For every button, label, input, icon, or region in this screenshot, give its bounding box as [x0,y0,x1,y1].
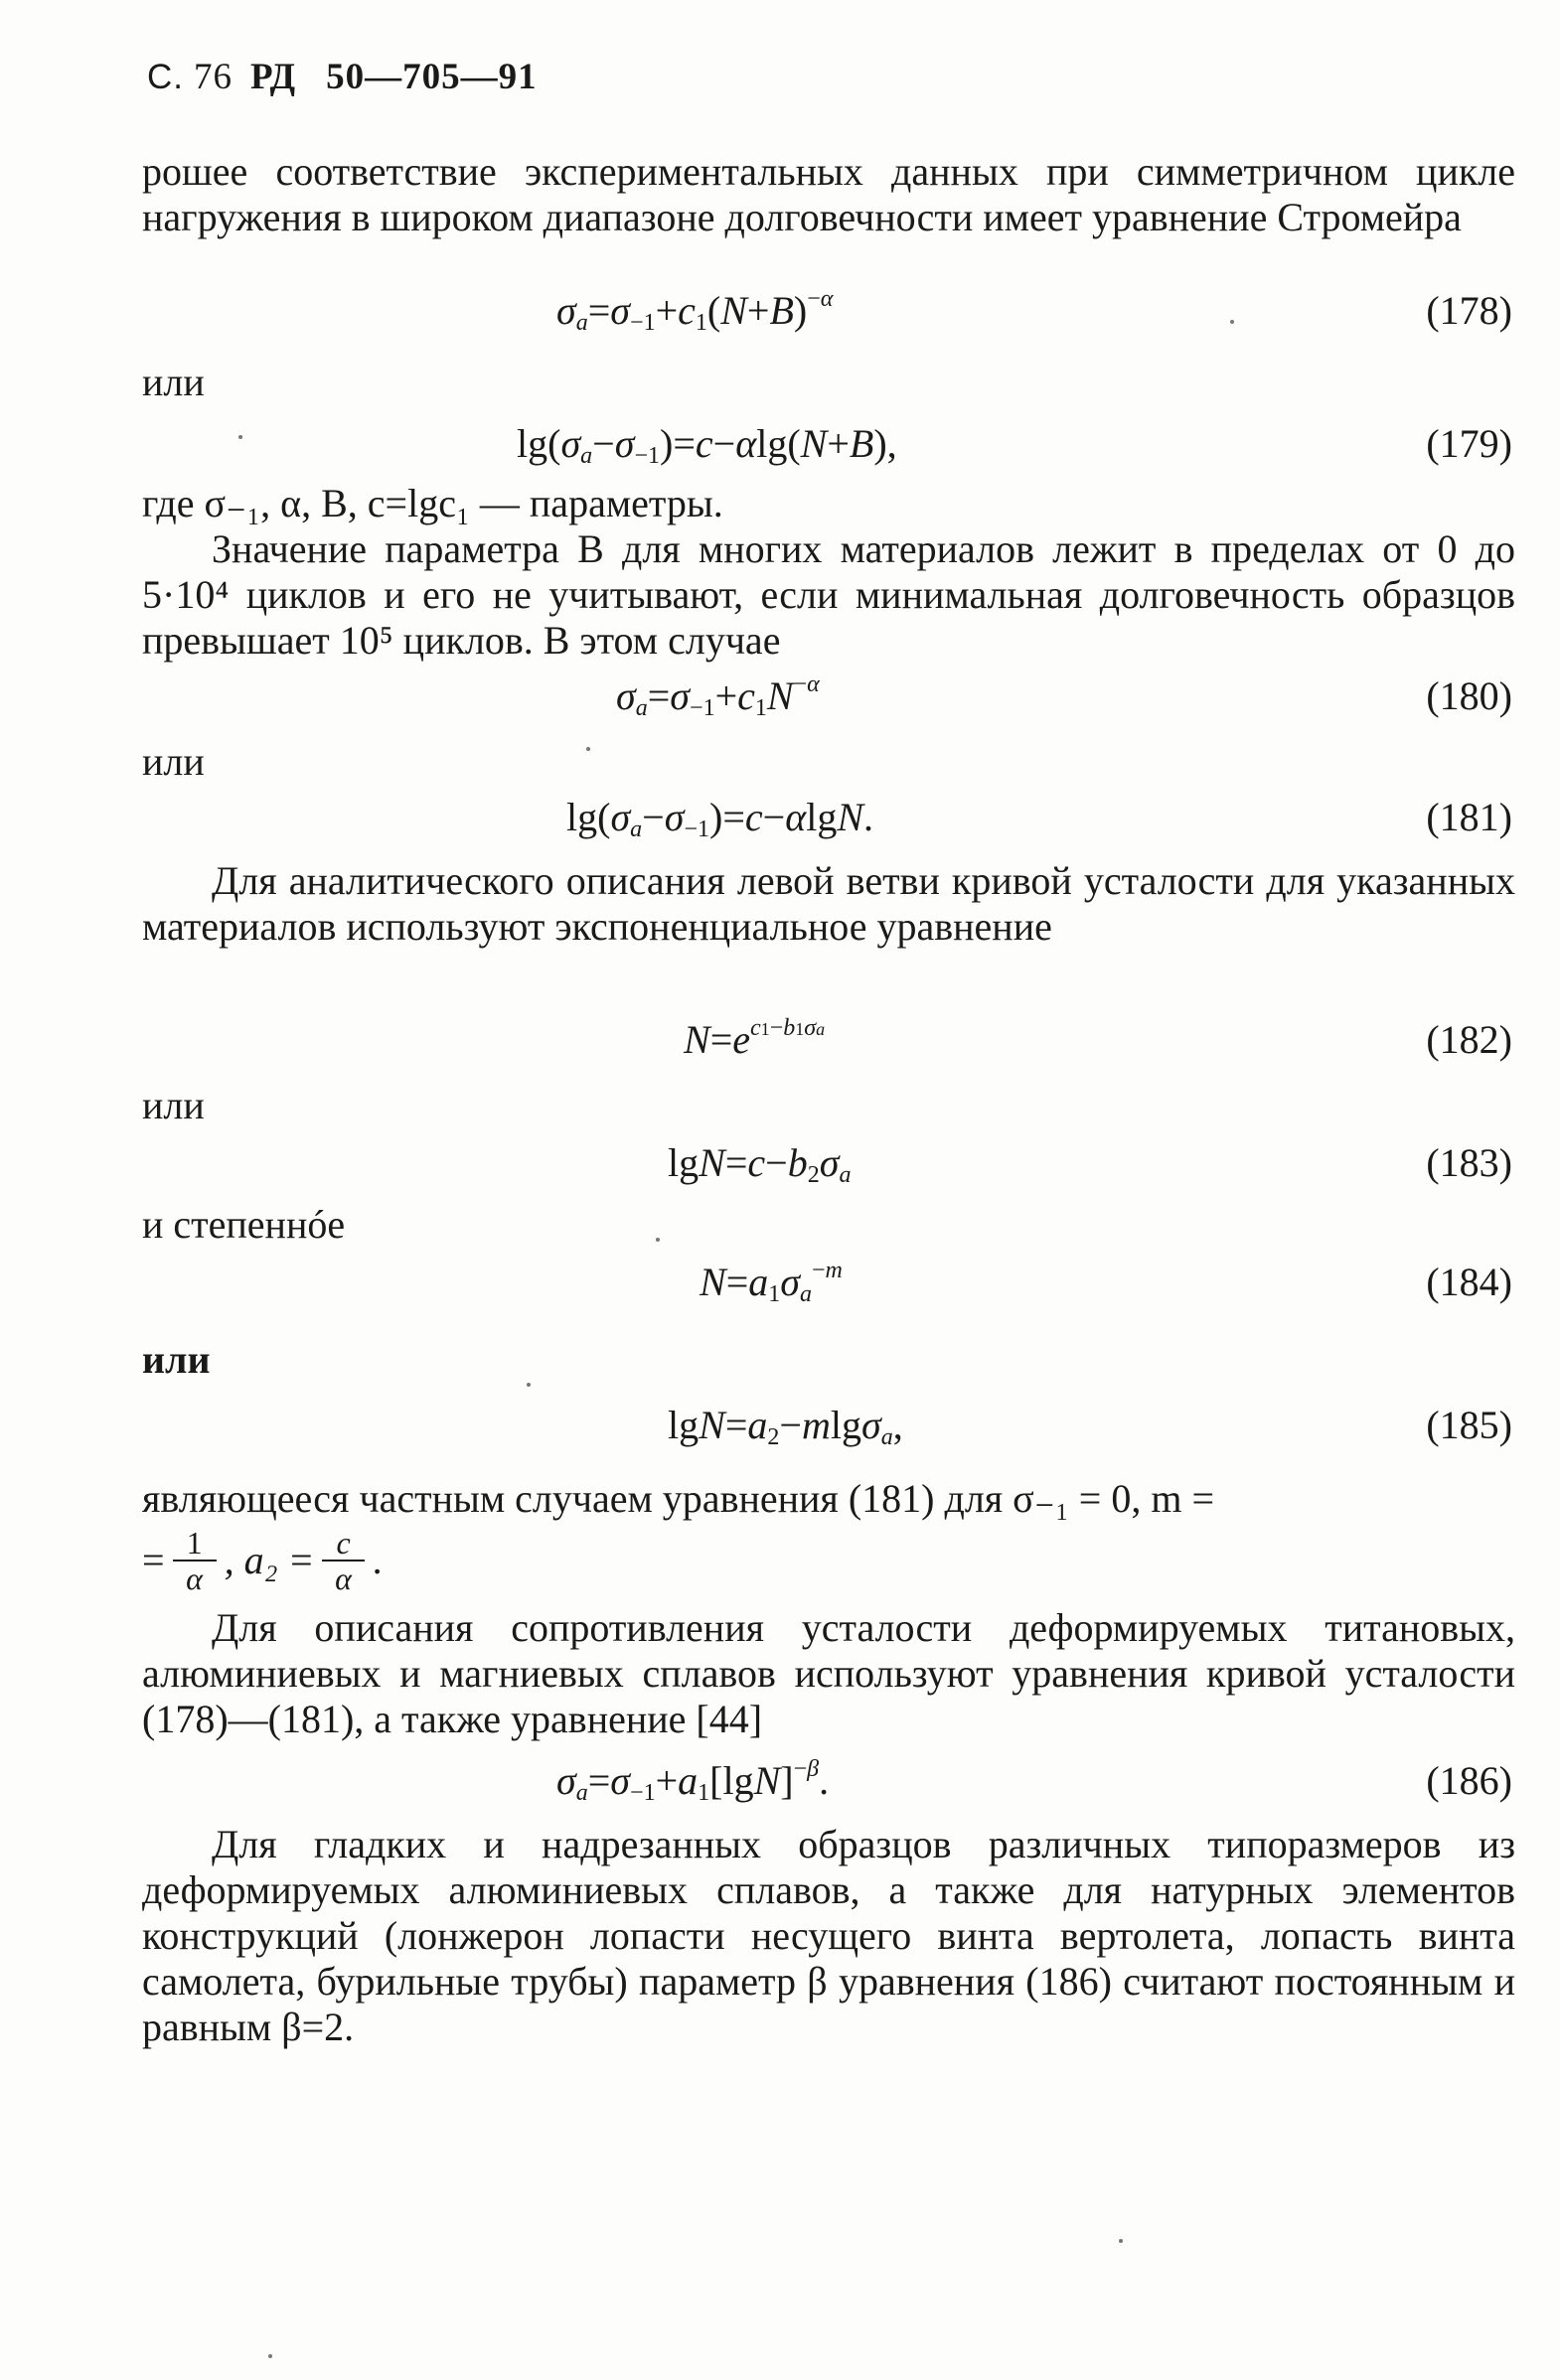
equation-178: $\sigma_a=\sigma_{-1}+c_1(N+B)^{-\alpha}$ [556,286,834,336]
equation-number-186: (186) [1426,1758,1512,1803]
paragraph-left-branch: Для аналитического описания левой ветви кривой усталости для указанных материалов используют экспоненциальное уравнение [142,858,1515,949]
page-number: 76 [194,57,233,97]
equation-number-182: (182) [1426,1017,1512,1062]
parameters-definition: где σ₋₁, α, B, c=lgc₁ — параметры. [142,481,723,525]
equals-sign: = [142,1538,165,1582]
scan-speck [1119,2239,1123,2243]
word-or-2: или [142,739,205,784]
equation-number-183: (183) [1426,1140,1512,1185]
page-prefix: С. [147,58,184,96]
fraction-m: $\frac{1}{\alpha}$ [173,1526,217,1595]
a2-label: , a₂ = [224,1538,315,1582]
scan-speck [238,435,242,439]
equation-number-181: (181) [1426,795,1512,839]
equation-number-178: (178) [1426,288,1512,333]
equation-181: $\lg(\sigma_a-\sigma_{-1})=c-\alpha\lg N$. [566,795,874,842]
paragraph-stromeyer-intro: рошее соответствие экспериментальных данных при симметричном цикле нагружения в широком диапазоне долговечности имеет уравнение Стромейра [142,149,1515,239]
paragraph-titanium-alloys: Для описания сопротивления усталости деформируемых титановых, алюминиевых и магниевых сплавов используют уравнения кривой усталости (178)—(181), а также уравнение [44] [142,1605,1515,1741]
equation-186: $\sigma_a=\sigma_{-1}+a_1[\lg N]^{-\beta}$. [556,1756,830,1806]
document-standard: 50—705—91 [326,57,538,97]
scan-speck [1230,320,1234,324]
equation-185: $\lg N=a_2-mlg\sigma_a$, [668,1403,903,1450]
scan-speck [656,1238,660,1242]
paragraph-special-case: являющееся частным случаем уравнения (181) для σ₋₁ = 0, m = [142,1476,1215,1521]
document-code: РД [250,57,297,97]
word-or-3: или [142,1083,205,1127]
paragraph-parameter-b: Значение параметра B для многих материалов лежит в пределах от 0 до 5·10⁴ циклов и его не учитывают, если минимальная долговечность образцов превышает 10⁵ циклов. В этом случае [142,526,1515,663]
equation-184: $N=a_1\sigma_a^{-m}$ [700,1258,843,1307]
page-header [147,56,538,98]
equation-182: $N=e^{c1-b1\sigma a}$ [684,1015,826,1062]
equation-183: $\lg N=c-b_2\sigma_a$ [668,1140,852,1188]
fraction-end: . [372,1538,383,1582]
word-or-4: или [142,1337,211,1382]
special-case-fractions [142,1526,383,1595]
fraction-a2: $\frac{c}{\alpha}$ [322,1526,364,1595]
word-or-1: или [142,360,205,404]
scan-speck [586,747,590,751]
equation-number-185: (185) [1426,1403,1512,1447]
paragraph-beta-parameter: Для гладких и надрезанных образцов различных типоразмеров из деформируемых алюминиевых сплавов, а также для натурных элементов конструкций (лонжерон лопасти несущего винта вертолета, лопасть винта самолета, бурильные трубы) параметр β уравнения (186) считают постоянным и равным β=2. [142,1822,1515,2049]
equation-number-184: (184) [1426,1260,1512,1304]
equation-number-180: (180) [1426,673,1512,718]
equation-179: $\lg(\sigma_a-\sigma_{-1})=c-\alpha\lg(N+B)$, [517,421,897,469]
scan-speck [527,1383,531,1387]
phrase-and-power: и степеннóе [142,1202,346,1247]
equation-180: $\sigma_a=\sigma_{-1}+c_1N^{-\alpha}$ [616,671,820,721]
scan-speck [268,2354,272,2358]
equation-number-179: (179) [1426,421,1512,466]
